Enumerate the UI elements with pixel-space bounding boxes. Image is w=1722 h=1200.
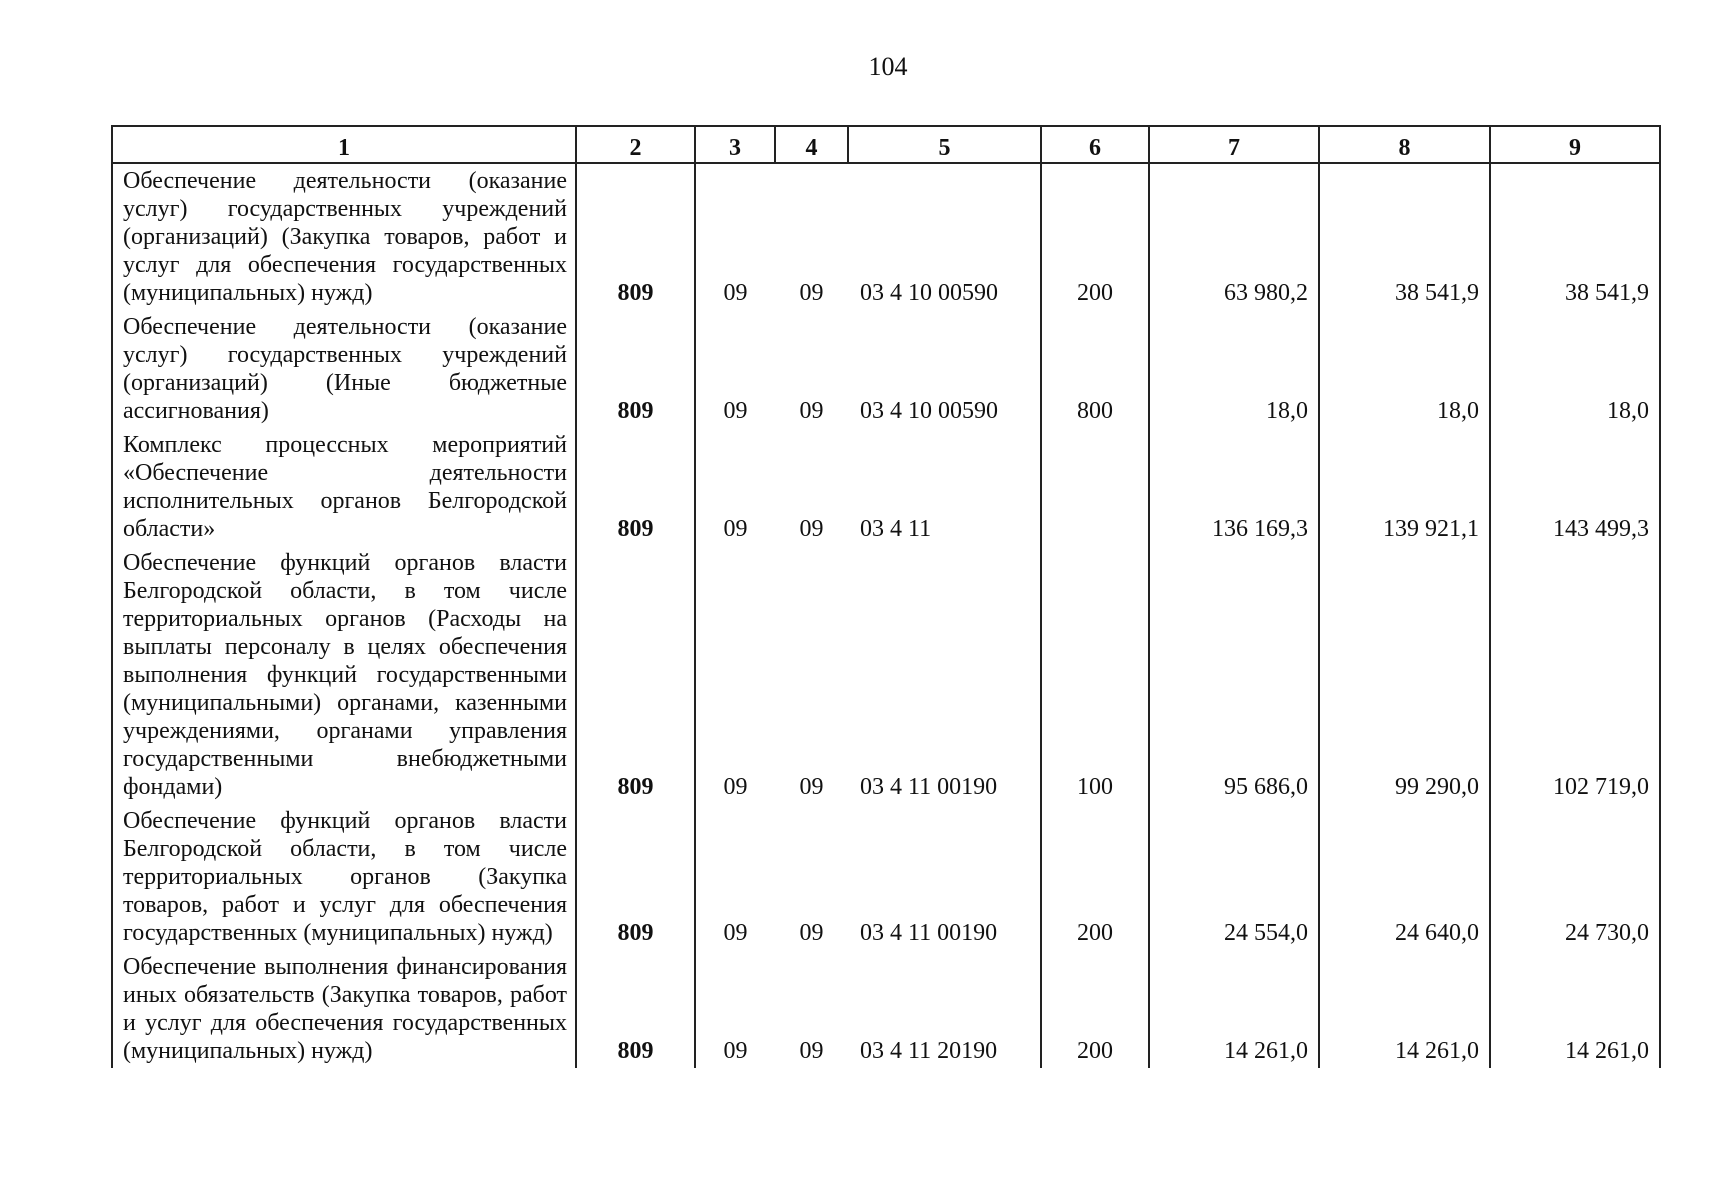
row-amount-col7: 18,0 xyxy=(1149,310,1319,428)
row-amount-col8: 38 541,9 xyxy=(1319,163,1490,310)
col-header-5: 5 xyxy=(848,126,1041,163)
row-description: Обеспечение деятельности (оказание услуг) государственных учреждений (организаций) (Иные бюджетные ассигнования) xyxy=(112,310,576,428)
row-target-code: 03 4 11 20190 xyxy=(848,950,1041,1068)
row-expense-type: 200 xyxy=(1041,163,1149,310)
row-amount-col9: 24 730,0 xyxy=(1490,804,1660,950)
row-subsection: 09 xyxy=(799,920,824,946)
row-amount-col8: 18,0 xyxy=(1319,310,1490,428)
col-header-2: 2 xyxy=(576,126,695,163)
row-subsection: 09 xyxy=(799,280,824,306)
header-row xyxy=(112,126,1660,163)
row-amount-col9: 38 541,9 xyxy=(1490,163,1660,310)
row-section: 09 xyxy=(695,163,775,310)
row-ministry-code: 809 xyxy=(576,310,695,428)
row-expense-type: 800 xyxy=(1041,310,1149,428)
col-header-9: 9 xyxy=(1490,126,1660,163)
col-header-8: 8 xyxy=(1319,126,1490,163)
row-expense-type: 100 xyxy=(1041,546,1149,804)
table-row xyxy=(112,546,1660,804)
col-header-6: 6 xyxy=(1041,126,1149,163)
row-amount-col8: 139 921,1 xyxy=(1319,428,1490,546)
row-description: Обеспечение функций органов власти Белгородской области, в том числе территориальных органов (Расходы на выплаты персоналу в целях обеспечения выполнения функций государственными (муниципальными) органами, казенными учреждениями, органами управления государственными внебюджетными фондами) xyxy=(112,546,576,804)
row-amount-col9: 143 499,3 xyxy=(1490,428,1660,546)
row-subsection: 09 xyxy=(799,398,824,424)
row-description: Обеспечение выполнения финансирования иных обязательств (Закупка товаров, работ и услуг для обеспечения государственных (муниципальных) нужд) xyxy=(112,950,576,1068)
row-amount-col7: 24 554,0 xyxy=(1149,804,1319,950)
table-row xyxy=(112,163,1660,310)
row-ministry-code: 809 xyxy=(576,163,695,310)
row-description: Обеспечение деятельности (оказание услуг) государственных учреждений (организаций) (Закупка товаров, работ и услуг для обеспечения государственных (муниципальных) нужд) xyxy=(112,163,576,310)
row-ministry-code: 809 xyxy=(576,804,695,950)
col-header-7: 7 xyxy=(1149,126,1319,163)
row-section: 09 xyxy=(695,428,775,546)
row-target-code: 03 4 11 00190 xyxy=(848,804,1041,950)
row-expense-type: 200 xyxy=(1041,804,1149,950)
row-amount-col7: 136 169,3 xyxy=(1149,428,1319,546)
row-description: Комплекс процессных мероприятий «Обеспечение деятельности исполнительных органов Белгородской области» xyxy=(112,428,576,546)
row-ministry-code: 809 xyxy=(576,546,695,804)
col-header-4: 4 xyxy=(775,126,848,163)
table-row xyxy=(112,804,1660,950)
page-number: 104 xyxy=(868,52,908,81)
row-amount-col7: 14 261,0 xyxy=(1149,950,1319,1068)
row-amount-col8: 24 640,0 xyxy=(1319,804,1490,950)
row-target-code: 03 4 11 xyxy=(848,428,1041,546)
budget-table xyxy=(111,125,1661,1068)
row-ministry-code: 809 xyxy=(576,428,695,546)
row-target-code: 03 4 10 00590 xyxy=(848,310,1041,428)
row-ministry-code: 809 xyxy=(576,950,695,1068)
row-target-code: 03 4 11 00190 xyxy=(848,546,1041,804)
table-row xyxy=(112,428,1660,546)
table-row xyxy=(112,950,1660,1068)
row-amount-col8: 14 261,0 xyxy=(1319,950,1490,1068)
row-amount-col9: 14 261,0 xyxy=(1490,950,1660,1068)
row-target-code: 03 4 10 00590 xyxy=(848,163,1041,310)
row-subsection: 09 xyxy=(799,1038,824,1064)
row-description: Обеспечение функций органов власти Белгородской области, в том числе территориальных органов (Закупка товаров, работ и услуг для обеспечения государственных (муниципальных) нужд) xyxy=(112,804,576,950)
row-amount-col9: 102 719,0 xyxy=(1490,546,1660,804)
row-amount-col9: 18,0 xyxy=(1490,310,1660,428)
col-header-1: 1 xyxy=(112,126,576,163)
row-section: 09 xyxy=(695,950,775,1068)
row-amount-col7: 63 980,2 xyxy=(1149,163,1319,310)
row-subsection: 09 xyxy=(799,774,824,800)
row-expense-type: 200 xyxy=(1041,950,1149,1068)
row-expense-type xyxy=(1041,428,1149,546)
table-row xyxy=(112,310,1660,428)
row-amount-col8: 99 290,0 xyxy=(1319,546,1490,804)
row-amount-col7: 95 686,0 xyxy=(1149,546,1319,804)
row-section: 09 xyxy=(695,804,775,950)
row-section: 09 xyxy=(695,546,775,804)
row-subsection: 09 xyxy=(799,516,824,542)
row-section: 09 xyxy=(695,310,775,428)
col-header-3: 3 xyxy=(695,126,775,163)
